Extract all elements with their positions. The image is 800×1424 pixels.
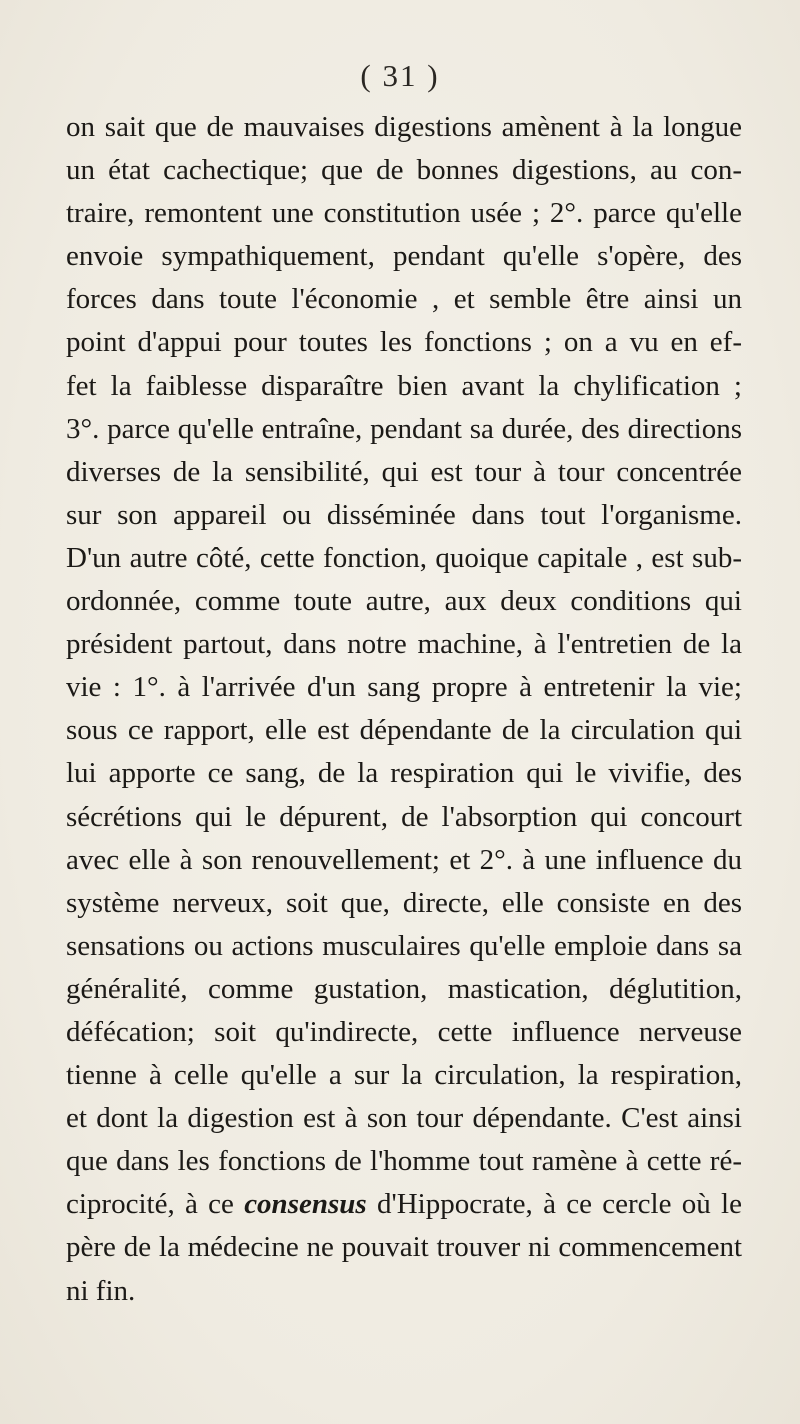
text-line: D'un autre côté, cette fonction, quoique capitale , est sub-	[66, 541, 742, 574]
text-line: sur son appareil ou disséminée dans tout l'organisme.	[66, 498, 742, 531]
text-line: lui apporte ce sang, de la respiration qui le vivifie, des	[66, 757, 742, 790]
text-segment: d'Hippocrate, à ce cercle où le	[366, 1188, 742, 1221]
text-line-consensus	[66, 1183, 742, 1226]
text-line: ordonnée, comme toute autre, aux deux conditions qui	[66, 585, 742, 618]
text-line: défécation; soit qu'indirecte, cette influence nerveuse	[66, 1015, 742, 1048]
text-line: diverses de la sensibilité, qui est tour à tour concentrée	[66, 455, 742, 488]
text-line: vie : 1°. à l'arrivée d'un sang propre à entretenir la vie;	[66, 671, 742, 704]
text-line: et dont la digestion est à son tour dépendante. C'est ainsi	[66, 1102, 742, 1135]
text-line: 3°. parce qu'elle entraîne, pendant sa durée, des directions	[66, 412, 742, 445]
text-line: un état cachectique; que de bonnes digestions, au con-	[66, 154, 742, 187]
text-line: point d'appui pour toutes les fonctions ; on a vu en ef-	[66, 326, 742, 359]
italic-term-consensus: consensus	[244, 1188, 367, 1221]
text-line: fet la faiblesse disparaître bien avant la chylification ;	[66, 369, 742, 402]
text-line: généralité, comme gustation, mastication, déglutition,	[66, 972, 742, 1005]
text-line: que dans les fonctions de l'homme tout ramène à cette ré-	[66, 1145, 742, 1178]
text-segment: ciprocité, à ce	[66, 1188, 245, 1221]
text-line: on sait que de mauvaises digestions amènent à la longue	[66, 111, 742, 143]
text-line: tienne à celle qu'elle a sur la circulation, la respiration,	[66, 1059, 742, 1092]
text-line: sous ce rapport, elle est dépendante de la circulation qui	[66, 714, 742, 747]
text-line-final: ni fin.	[66, 1274, 136, 1307]
text-line: envoie sympathiquement, pendant qu'elle s'opère, des	[66, 240, 742, 273]
page-number: ( 31 )	[360, 58, 440, 93]
text-line: président partout, dans notre machine, à l'entretien de la	[66, 628, 742, 661]
text-line: traire, remontent une constitution usée ; 2°. parce qu'elle	[66, 197, 742, 230]
text-line: sécrétions qui le dépurent, de l'absorption qui concourt	[66, 800, 742, 833]
text-line: sensations ou actions musculaires qu'elle emploie dans sa	[66, 929, 742, 962]
text-line: père de la médecine ne pouvait trouver ni commencement	[66, 1231, 742, 1264]
body-text	[66, 106, 742, 1313]
text-line: avec elle à son renouvellement; et 2°. à une influence du	[66, 843, 742, 876]
text-line: système nerveux, soit que, directe, elle consiste en des	[66, 886, 742, 919]
text-line: forces dans toute l'économie , et semble être ainsi un	[66, 283, 742, 316]
